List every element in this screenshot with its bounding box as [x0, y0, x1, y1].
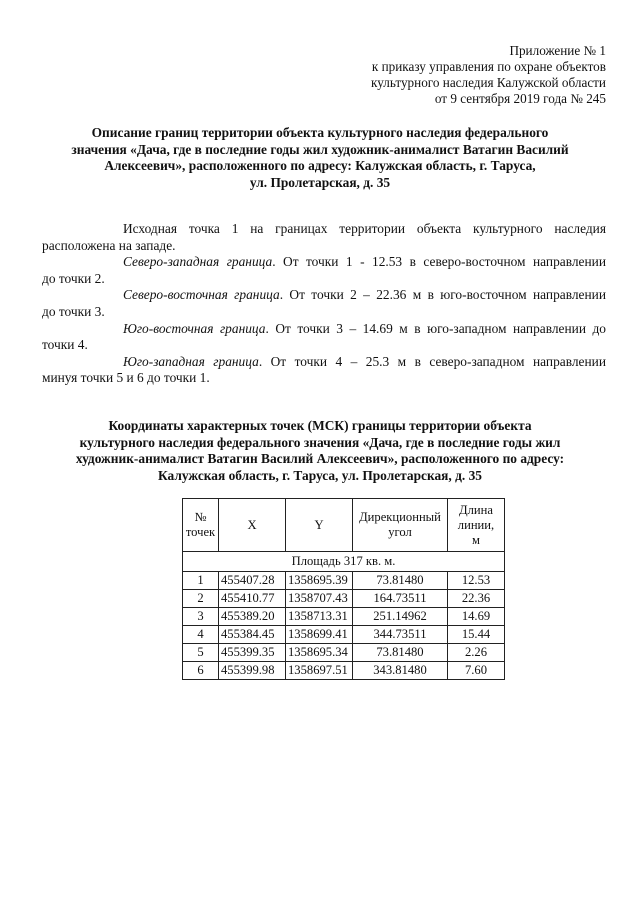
table-row: 6 455399.98 1358697.51 343.81480 7.60	[183, 662, 505, 680]
table-row: 1 455407.28 1358695.39 73.81480 12.53	[183, 572, 505, 590]
table-header-row	[183, 499, 505, 552]
area-row	[183, 552, 505, 572]
annex-order-ref: к приказу управления по охране объектов	[371, 59, 606, 74]
northwest-boundary: Северо-западная граница. От точки 1 - 12.53 в северо-восточном направлении	[123, 254, 606, 270]
table-row: 4 455384.45 1358699.41 344.73511 15.44	[183, 626, 505, 644]
annex-authority: культурного наследия Калужской области	[371, 75, 606, 90]
annex-number: Приложение № 1	[509, 43, 606, 58]
area-value: Площадь 317 кв. м.	[183, 552, 505, 572]
header-x: X	[219, 499, 286, 552]
table-row: 3 455389.20 1358713.31 251.14962 14.69	[183, 608, 505, 626]
table-row: 5 455399.35 1358695.34 73.81480 2.26	[183, 644, 505, 662]
southeast-boundary: Юго-восточная граница. От точки 3 – 14.69 м в юго-западном направлении до	[123, 320, 607, 336]
coordinates-table	[182, 498, 505, 680]
header-line-length: Длина линии, м	[448, 499, 505, 552]
coordinates-title: Координаты характерных точек (МСК) границы территории объекта культурного наследия федерального значения «Дача, где в последние годы жил художник-анималист Ватагин Василий Алексеевич», расположенного по адресу: Калужская область, г. Таруса, ул. Пролетарская, д. 35	[75, 418, 565, 483]
boundaries-description: Исходная точка 1 на границах территории объекта культурного наследия расположена на западе. Северо-западная граница. От точки 1 - 12.53 в северо-восточном направлении до точки 2. Северо-восточная граница. От точки 2 – 22.36 м в юго-восточном направлении до точки 3. Юго-восточная граница. От точки 3 – 14.69 м в юго-западном направлении до точки 4. Юго-западная граница. От точки 4 – 25.3 м в северо-западном направлении минуя точки 5 и 6 до точки 1.	[42, 221, 607, 386]
header-y: Y	[286, 499, 353, 552]
table-row: 2 455410.77 1358707.43 164.73511 22.36	[183, 590, 505, 608]
annex-header	[371, 43, 606, 107]
header-point-number: № точек	[183, 499, 219, 552]
southwest-boundary: Юго-западная граница. От точки 4 – 25.3 м в северо-западном направлении	[123, 353, 606, 369]
header-direction-angle: Дирекционный угол	[353, 499, 448, 552]
intro-paragraph: Исходная точка 1 на границах территории объекта культурного наследия	[123, 221, 606, 236]
boundaries-title: Описание границ территории объекта культурного наследия федерального значения «Дача, где в последние годы жил художник-анималист Ватагин Василий Алексеевич», расположенного по адресу: Калужская область, г. Таруса, ул. Пролетарская, д. 35	[71, 125, 569, 190]
annex-date: от 9 сентября 2019 года № 245	[434, 91, 606, 106]
northeast-boundary: Северо-восточная граница. От точки 2 – 22.36 м в юго-восточном направлении	[123, 287, 606, 303]
